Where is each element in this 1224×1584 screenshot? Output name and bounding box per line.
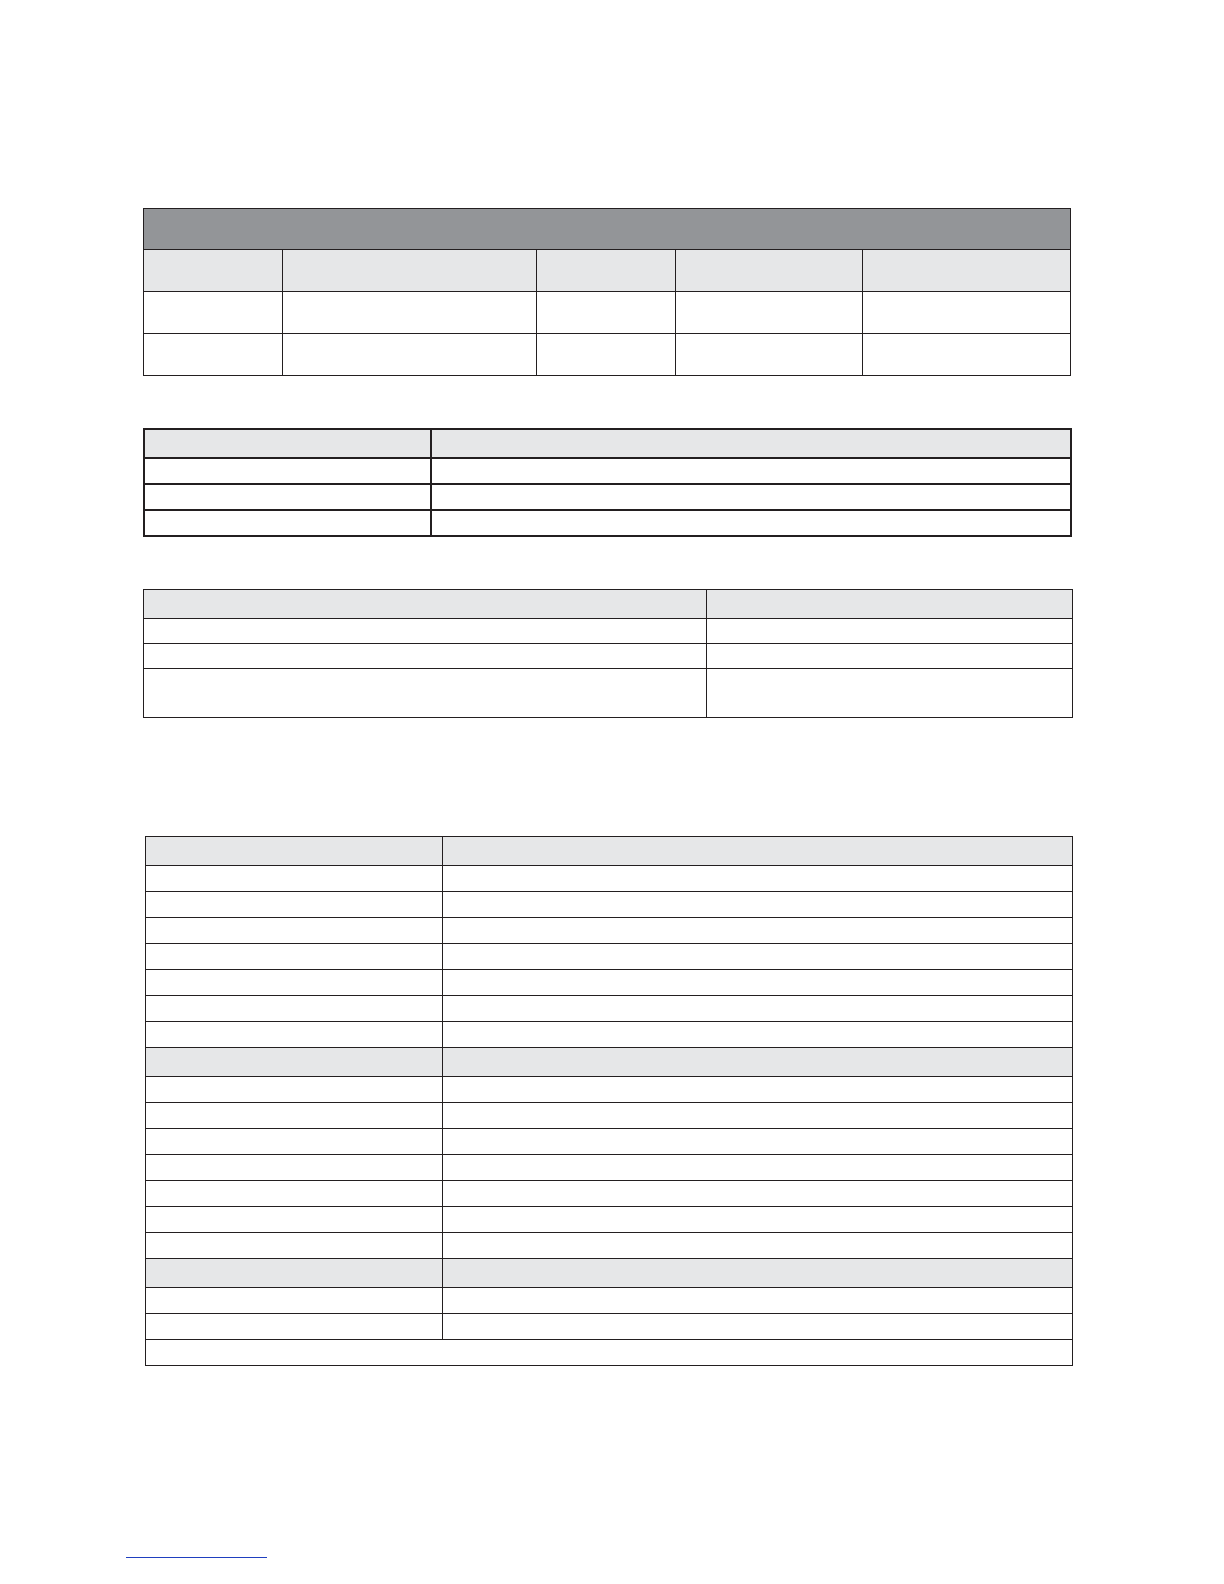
details-table-header-row: [144, 429, 1071, 458]
checklist-table-row: [146, 944, 1073, 970]
checklist-table-cell[interactable]: [146, 1233, 443, 1259]
info-table-row: [144, 619, 1073, 644]
details-table: [143, 428, 1072, 537]
checklist-table-cell[interactable]: [146, 1022, 443, 1048]
checklist-table-cell[interactable]: [443, 1233, 1073, 1259]
checklist-table-cell[interactable]: [443, 892, 1073, 918]
details-table-cell[interactable]: [144, 510, 431, 536]
info-table-cell[interactable]: [707, 644, 1073, 669]
summary-table-header-row: [144, 250, 1071, 292]
details-table-cell[interactable]: [431, 484, 1071, 510]
summary-table-row: [144, 292, 1071, 334]
checklist-table-cell[interactable]: [146, 1288, 443, 1314]
summary-table-header-cell: [537, 250, 676, 292]
checklist-table-cell[interactable]: [146, 1077, 443, 1103]
summary-table-row: [144, 334, 1071, 376]
checklist-table-header-cell: [443, 837, 1073, 866]
checklist-table-cell[interactable]: [443, 1103, 1073, 1129]
info-table-cell[interactable]: [707, 619, 1073, 644]
checklist-table-row: [146, 918, 1073, 944]
checklist-table-cell[interactable]: [443, 1077, 1073, 1103]
checklist-table-footer-row: [146, 1340, 1073, 1366]
info-table-row: [144, 669, 1073, 718]
summary-table-header-cell: [283, 250, 537, 292]
checklist-table-cell[interactable]: [146, 1155, 443, 1181]
checklist-table-row: [146, 1288, 1073, 1314]
summary-table-header-cell: [676, 250, 863, 292]
checklist-table-cell[interactable]: [146, 996, 443, 1022]
info-table-cell[interactable]: [144, 619, 707, 644]
checklist-table-row: [146, 1022, 1073, 1048]
checklist-table-row: [146, 1077, 1073, 1103]
checklist-table-cell[interactable]: [443, 866, 1073, 892]
details-table-row: [144, 458, 1071, 484]
checklist-table-cell[interactable]: [443, 944, 1073, 970]
checklist-table-cell[interactable]: [146, 1103, 443, 1129]
checklist-table-cell[interactable]: [443, 918, 1073, 944]
checklist-table-row: [146, 1233, 1073, 1259]
checklist-table-cell[interactable]: [443, 1155, 1073, 1181]
info-table-cell[interactable]: [707, 669, 1073, 718]
details-table-cell[interactable]: [431, 510, 1071, 536]
details-table-cell[interactable]: [431, 458, 1071, 484]
details-table-cell[interactable]: [144, 484, 431, 510]
checklist-table-header-cell: [146, 837, 443, 866]
checklist-table-cell[interactable]: [146, 892, 443, 918]
info-table-cell[interactable]: [144, 669, 707, 718]
checklist-table-row: [146, 1103, 1073, 1129]
checklist-table-cell[interactable]: [443, 1129, 1073, 1155]
checklist-table-cell[interactable]: [146, 1129, 443, 1155]
details-table-row: [144, 510, 1071, 536]
summary-table-cell[interactable]: [537, 292, 676, 334]
checklist-table-row: [146, 892, 1073, 918]
summary-table-header-cell: [144, 250, 283, 292]
summary-table-cell[interactable]: [283, 334, 537, 376]
summary-table: [143, 208, 1071, 376]
summary-table-cell[interactable]: [144, 334, 283, 376]
checklist-table-cell[interactable]: [443, 1181, 1073, 1207]
checklist-table-section-cell: [443, 1259, 1073, 1288]
details-table-row: [144, 484, 1071, 510]
checklist-table-cell[interactable]: [443, 1022, 1073, 1048]
info-table: [143, 589, 1073, 718]
checklist-table-section-row: [146, 1048, 1073, 1077]
checklist-table-section-cell: [443, 1048, 1073, 1077]
summary-table-cell[interactable]: [283, 292, 537, 334]
checklist-table-cell[interactable]: [146, 970, 443, 996]
checklist-table-row: [146, 866, 1073, 892]
checklist-table-section-row: [146, 1259, 1073, 1288]
footnote-rule: [126, 1557, 267, 1558]
info-table-header-row: [144, 590, 1073, 619]
checklist-table-cell[interactable]: [146, 918, 443, 944]
info-table-cell[interactable]: [144, 644, 707, 669]
summary-table-cell[interactable]: [537, 334, 676, 376]
summary-table-header-cell: [863, 250, 1071, 292]
checklist-table-cell[interactable]: [146, 1314, 443, 1340]
checklist-table-row: [146, 1181, 1073, 1207]
details-table-header-cell: [144, 429, 431, 458]
summary-table-cell[interactable]: [863, 334, 1071, 376]
checklist-table-cell[interactable]: [146, 1181, 443, 1207]
checklist-table-cell[interactable]: [443, 996, 1073, 1022]
checklist-table-row: [146, 1155, 1073, 1181]
summary-table-title-row: [144, 209, 1071, 250]
summary-table-cell[interactable]: [144, 292, 283, 334]
checklist-table-cell[interactable]: [443, 1314, 1073, 1340]
checklist-table-row: [146, 970, 1073, 996]
checklist-table-cell[interactable]: [443, 1207, 1073, 1233]
summary-table-cell[interactable]: [863, 292, 1071, 334]
checklist-table-section-cell: [146, 1048, 443, 1077]
summary-table-cell[interactable]: [676, 334, 863, 376]
checklist-table-row: [146, 1314, 1073, 1340]
checklist-table: [145, 836, 1073, 1366]
checklist-table-cell[interactable]: [146, 944, 443, 970]
info-table-header-cell: [707, 590, 1073, 619]
checklist-table-cell[interactable]: [146, 866, 443, 892]
checklist-table-header-row: [146, 837, 1073, 866]
info-table-header-cell: [144, 590, 707, 619]
checklist-table-row: [146, 996, 1073, 1022]
checklist-table-cell[interactable]: [443, 970, 1073, 996]
checklist-table-section-cell: [146, 1259, 443, 1288]
checklist-table-row: [146, 1129, 1073, 1155]
info-table-row: [144, 644, 1073, 669]
summary-table-cell[interactable]: [676, 292, 863, 334]
checklist-table-footer-cell[interactable]: [146, 1340, 1073, 1366]
summary-table-title-cell: [144, 209, 1071, 250]
details-table-cell[interactable]: [144, 458, 431, 484]
checklist-table-cell[interactable]: [146, 1207, 443, 1233]
details-table-header-cell: [431, 429, 1071, 458]
checklist-table-row: [146, 1207, 1073, 1233]
checklist-table-cell[interactable]: [443, 1288, 1073, 1314]
